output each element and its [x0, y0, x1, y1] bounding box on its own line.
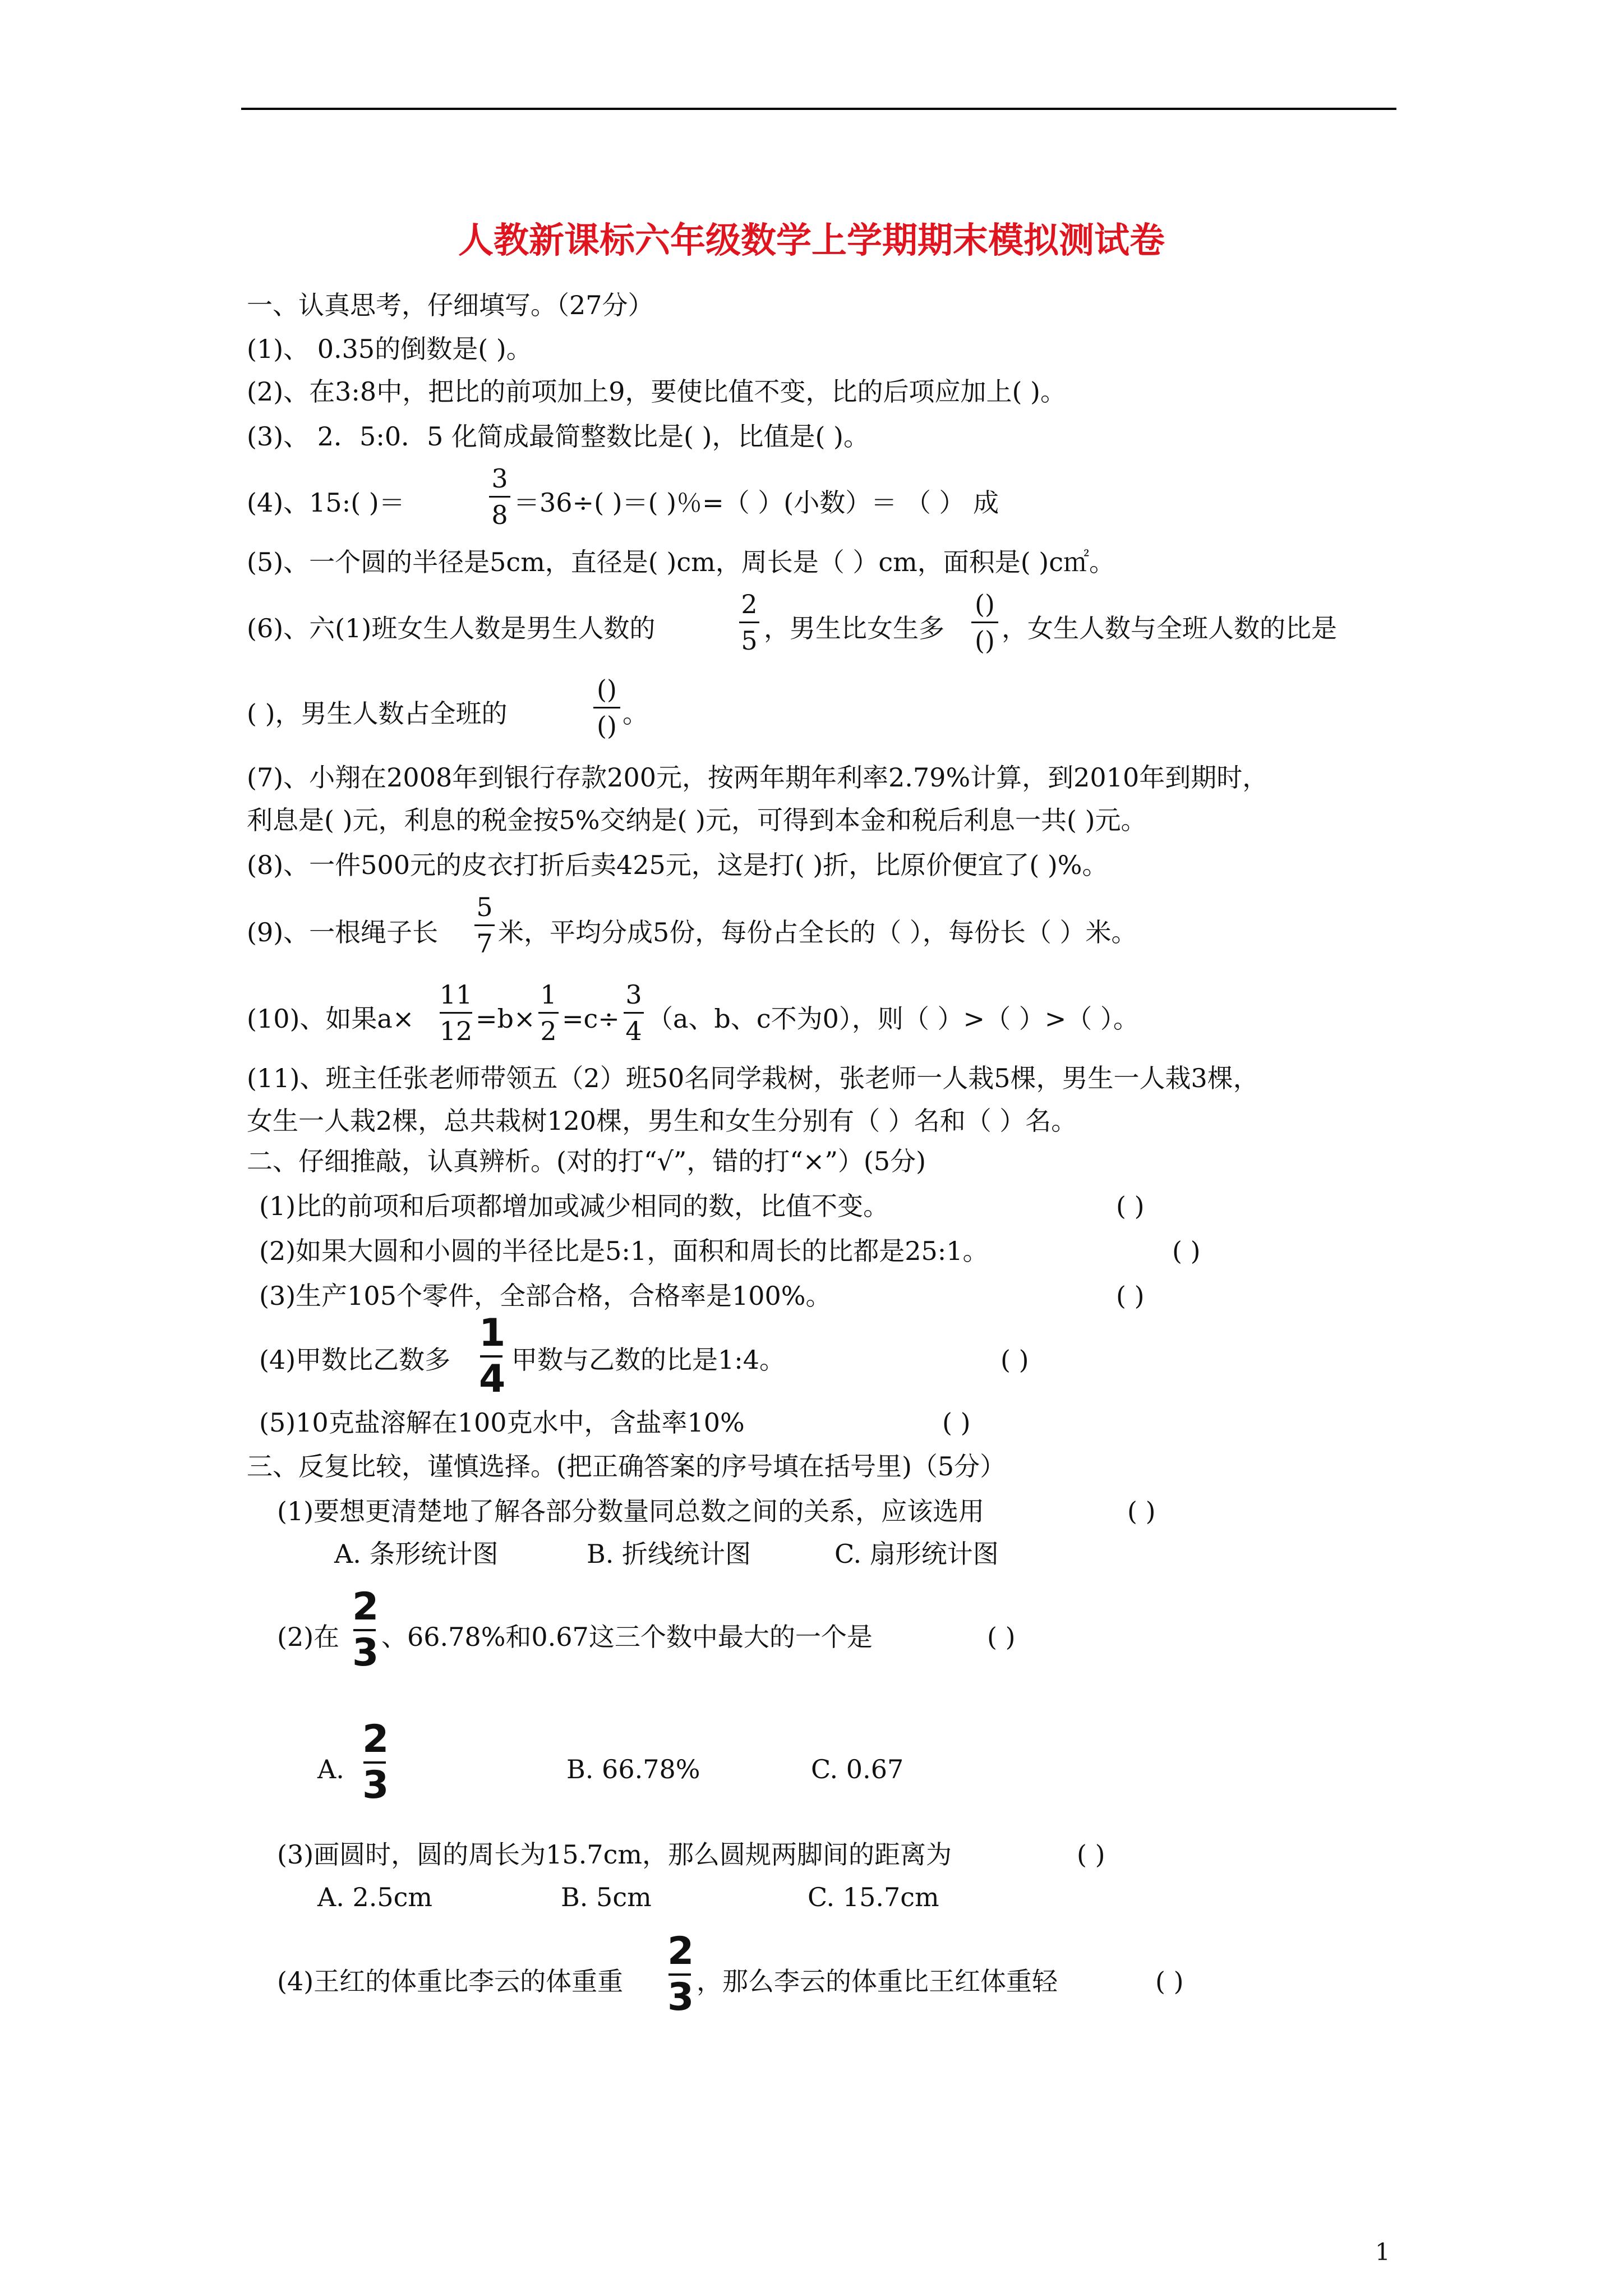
question-4-end: ＝36÷( )＝( )％=（ ）(小数）＝ （ ） 成 [514, 487, 999, 518]
question-9-start: (9)、一根绳子长 [247, 917, 439, 947]
question-10-c: =c÷ [562, 1004, 620, 1034]
choice-2-option-c: C. 0.67 [811, 1754, 904, 1784]
choice-3: (3)画圆时，圆的周长为15.7cm，那么圆规两脚间的距离为 [277, 1839, 952, 1870]
choice-3-option-a: A. 2.5cm [317, 1882, 433, 1912]
fraction-1-2: 1 2 [537, 977, 560, 1048]
fraction-1-4: 1 4 [479, 1311, 506, 1401]
question-4-start: (4)、15:( )＝ [247, 487, 405, 518]
page-title: 人教新课标六年级数学上学期期末模拟测试卷 [458, 219, 1165, 261]
question-6-start: (6)、六(1)班女生人数是男生人数的 [247, 613, 656, 643]
judge-4-start: (4)甲数比乙数多 [259, 1345, 451, 1375]
question-7-line1: (7)、小翔在2008年到银行存款200元，按两年期年利率2.79%计算，到2010年到期时， [247, 762, 1269, 793]
judge-1: (1)比的前项和后项都增加或减少相同的数，比值不变。 [259, 1191, 889, 1221]
choice-1: (1)要想更清楚地了解各部分数量同总数之间的关系，应该选用 [277, 1496, 985, 1526]
question-11-line2: 女生一人栽2棵，总共栽树120棵，男生和女生分别有（ ）名和（ ）名。 [247, 1106, 1077, 1136]
question-5: (5)、一个圆的半径是5cm，直径是( )cm，周长是（ ）cm，面积是( )c㎡。 [247, 547, 1115, 577]
judge-3: (3)生产105个零件，全部合格，合格率是100%。 [259, 1281, 832, 1311]
fraction-blank-2: () () [592, 672, 621, 743]
choice-2-paren: ( ) [987, 1622, 1016, 1652]
question-11-line1: (11)、班主任张老师带领五（2）班50名同学栽树，张老师一人栽5棵，男生一人栽3棵， [247, 1063, 1259, 1093]
choice-2-end: 、66.78%和0.67这三个数中最大的一个是 [381, 1622, 873, 1652]
choice-3-option-b: B. 5cm [561, 1882, 652, 1912]
judge-3-paren: ( ) [1116, 1281, 1145, 1311]
choice-3-option-c: C. 15.7cm [808, 1882, 939, 1912]
question-7-line2: 利息是( )元，利息的税金按5%交纳是( )元，可得到本金和税后利息一共( )元。 [247, 805, 1147, 835]
judge-2: (2)如果大圆和小圆的半径比是5:1，面积和周长的比都是25:1。 [259, 1236, 989, 1266]
choice-2-option-a-label: A. [317, 1754, 344, 1784]
fraction-2-3-option-a: 2 3 [362, 1717, 389, 1807]
question-3: (3)、 2．5:0．5 化简成最简整数比是( )，比值是( )。 [247, 421, 869, 452]
header-rule [241, 108, 1396, 110]
choice-1-option-c: C. 扇形统计图 [834, 1539, 999, 1569]
choice-3-paren: ( ) [1077, 1839, 1105, 1870]
fraction-2-3-q2: 2 3 [352, 1585, 379, 1675]
choice-1-option-a: A. 条形统计图 [334, 1539, 499, 1569]
judge-2-paren: ( ) [1172, 1236, 1201, 1266]
judge-5: (5)10克盐溶解在100克水中，含盐率10% [259, 1407, 745, 1438]
judge-4-paren: ( ) [1000, 1345, 1029, 1375]
choice-1-paren: ( ) [1127, 1496, 1156, 1526]
question-1: (1)、 0.35的倒数是( )。 [247, 334, 532, 364]
judge-1-paren: ( ) [1116, 1191, 1145, 1221]
question-6-mid: ，男生比女生多 [764, 613, 944, 643]
fraction-3-4: 3 4 [623, 977, 645, 1048]
question-6-end: ，女生人数与全班人数的比是 [1002, 613, 1337, 643]
question-10-end: （a、b、c不为0），则（ ）>（ ）>（ ）。 [647, 1004, 1139, 1034]
choice-4-paren: ( ) [1155, 1966, 1184, 1996]
choice-4-start: (4)王红的体重比李云的体重重 [277, 1966, 624, 1996]
fraction-11-12: 11 12 [439, 979, 473, 1046]
question-8: (8)、一件500元的皮衣打折后卖425元，这是打( )折，比原价便宜了( )%。 [247, 850, 1108, 880]
section-3-heading: 三、反复比较，谨慎选择。(把正确答案的序号填在括号里)（5分） [247, 1451, 1006, 1481]
question-10-b: =b× [476, 1004, 536, 1034]
choice-2-start: (2)在 [277, 1622, 340, 1652]
fraction-2-3-q4: 2 3 [667, 1929, 694, 2019]
choice-4-end: ，那么李云的体重比王红体重轻 [697, 1966, 1058, 1996]
fraction-5-7: 5 7 [473, 890, 496, 961]
section-2-heading: 二、仔细推敲，认真辨析。(对的打“√”，错的打“×”）(5分) [247, 1146, 926, 1176]
question-6-period: 。 [623, 698, 648, 729]
judge-5-paren: ( ) [942, 1407, 971, 1438]
choice-1-option-b: B. 折线统计图 [587, 1539, 751, 1569]
choice-2-option-b: B. 66.78% [566, 1754, 700, 1784]
fraction-blank-1: () () [970, 587, 999, 658]
question-6-line2: ( )，男生人数占全班的 [247, 698, 508, 729]
question-10-start: (10)、如果a× [247, 1004, 414, 1034]
question-9-end: 米，平均分成5份，每份占全长的（ ），每份长（ ）米。 [498, 917, 1137, 947]
fraction-3-8: 3 8 [488, 461, 511, 532]
judge-4-end: 甲数与乙数的比是1:4。 [511, 1345, 786, 1375]
fraction-2-5: 2 5 [738, 587, 760, 658]
question-2: (2)、在3:8中，把比的前项加上9，要使比值不变，比的后项应加上( )。 [247, 376, 1066, 407]
page-number: 1 [1375, 2238, 1390, 2266]
section-1-heading: 一、认真思考，仔细填写。（27分） [247, 290, 654, 320]
